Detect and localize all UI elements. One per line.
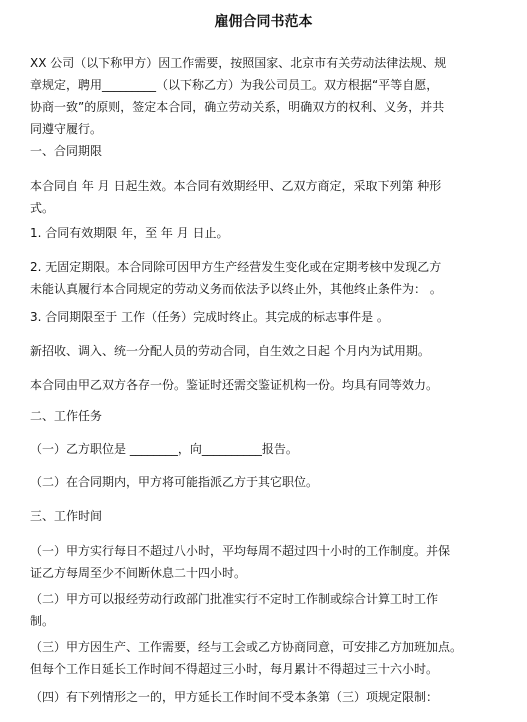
hours-item-flexible: [30, 588, 500, 632]
hours-item-exceptions: （四）有下列情形之一的，甲方延长工作时间不受本条第（三）项规定限制：: [30, 690, 439, 704]
text-line: （一）甲方实行每日不超过八小时，平均每周不超过四十小时的工作制度。并保: [30, 544, 451, 558]
task-item-reassignment: （二）在合同期内，甲方将可能指派乙方于其它职位。: [30, 475, 319, 489]
task-item-position: （一）乙方职位是 ________，向__________报告。: [30, 442, 298, 456]
term-item-task-based: 3. 合同期限至于 工作（任务）完成时终止。其完成的标志事件是 。: [30, 310, 389, 324]
term-item-fixed: 1. 合同有效期限 年，至 年 月 日止。: [30, 226, 229, 240]
section-heading-tasks: 二、工作任务: [30, 409, 103, 423]
text-line: 但每个工作日延长工作时间不得超过三小时，每月累计不得超过三十六小时。: [30, 662, 439, 676]
term-effective-paragraph: [30, 175, 500, 219]
text-line: XX 公司（以下称甲方）因工作需要，按照国家、北京市有关劳动法律法规、规: [30, 56, 447, 70]
text-line: 同遵守履行。: [30, 122, 103, 136]
hours-item-overtime: [30, 636, 500, 680]
section-heading-term: 一、合同期限: [30, 144, 103, 158]
text-line: 章规定，聘用_________（以下称乙方）为我公司员工。双方根据“平等自愿，: [30, 78, 439, 92]
text-line: 式。: [30, 201, 55, 215]
text-line: （三）甲方因生产、工作需要，经与工会或乙方协商同意，可安排乙方加班加点。: [30, 640, 463, 654]
document-title: 雇佣合同书范本: [214, 14, 313, 30]
text-line: 协商一致”的原则，签定本合同，确立劳动关系，明确双方的权利、义务，并共: [30, 100, 445, 114]
hours-item-standard: [30, 540, 500, 584]
text-line: （二）甲方可以报经劳动行政部门批准实行不定时工作制或综合计算工时工作: [30, 592, 439, 606]
section-heading-hours: 三、工作时间: [30, 509, 103, 523]
intro-paragraph: [30, 52, 500, 140]
text-line: 本合同自 年 月 日起生效。本合同有效期经甲、乙双方商定，采取下列第 种形: [30, 179, 442, 193]
text-line: 2. 无固定期限。本合同除可因甲方生产经营发生变化或在定期考核中发现乙方: [30, 260, 442, 274]
text-line: 制。: [30, 614, 55, 628]
probation-paragraph: 新招收、调入、统一分配人员的劳动合同，自生效之日起 个月内为试用期。: [30, 344, 430, 358]
text-line: 未能认真履行本合同规定的劳动义务而依法予以终止外，其他终止条件为： 。: [30, 282, 442, 296]
copies-paragraph: 本合同由甲乙双方各存一份。鉴证时还需交鉴证机构一份。均具有同等效力。: [30, 378, 439, 392]
text-line: 证乙方每周至少不间断休息二十四小时。: [30, 566, 247, 580]
term-item-open-ended: [30, 256, 500, 300]
